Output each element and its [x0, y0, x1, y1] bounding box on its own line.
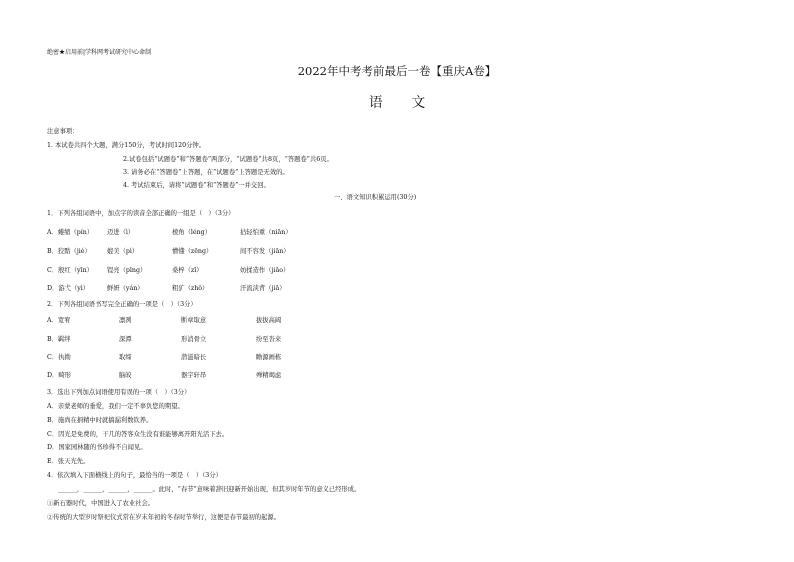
confidential-label: 绝密★启用前|学科网考试研究中心命制 [47, 49, 152, 56]
option-label: A．宽宥 [47, 317, 71, 324]
option-word: 断章取意 [181, 317, 207, 324]
option-word: 汗流浃背（jiā） [240, 285, 286, 292]
option-word: 深潭 [119, 336, 132, 343]
option-word: 桑梓（zǐ） [172, 267, 203, 274]
section-title: 一、语文知识积累运用(30分) [334, 194, 417, 201]
option-word: 迈进（ì） [107, 229, 135, 236]
option-word: 粗犷（zhǒ） [172, 285, 209, 292]
question-4-item: ②传统的大型岁时祭祀仪式常在岁末年初的冬春时节举行，这便是春节最初的起源。 [47, 514, 280, 521]
option-word: 媲美（pì） [107, 248, 139, 255]
option-label: C．殷红（yīn） [47, 267, 93, 274]
option-word: 棱角（léng） [172, 229, 212, 236]
question-3-option: C．因光是免费的，干几的答客众生没有谁能够离开阳光活下去。 [47, 431, 229, 438]
option-word: 间不容发（jiān） [240, 248, 290, 255]
option-word: 纷至沓来 [256, 336, 282, 343]
notice-item: 3. 请务必在“答题卷”上答题，在“试题卷”上答题是无效的。 [123, 169, 289, 176]
question-3-stem: 3．选出下列加点词语使用有误的一项（ ）（3分） [47, 389, 191, 396]
notice-heading: 注意事项： [47, 128, 79, 135]
option-label: D．畸形 [47, 372, 71, 379]
option-label: A．蜷缩（pín） [47, 229, 94, 236]
question-1-stem: 1．下列各组词语中，加点字的读音全部正确的一组是（ ）（3分） [47, 210, 235, 217]
option-word: 妨揉造作（jiǎo） [240, 267, 290, 274]
question-3-option: A．亲蒙老师的垂爱，我们一定不辜负您的期望。 [47, 403, 184, 410]
exam-title: 2022年中考考前最后一卷【重庆A卷】 [297, 64, 497, 78]
question-2-stem: 2．下列各组词语书写完全正确的一项是（ ）（3分） [47, 301, 197, 308]
notice-item: 1. 本试卷共四个大题，满分150分，考试时间120分钟。 [47, 142, 205, 149]
question-3-option: B．施尚在捐精中时就搞漏利数钦养。 [47, 417, 153, 424]
question-3-option: D．国家园林随的书珍得不自闻见。 [47, 444, 147, 451]
option-label: B．狡黠（jié） [47, 248, 91, 255]
option-word: 潜滋暗长 [181, 354, 207, 361]
option-word: 鲜妍（yán） [107, 285, 144, 292]
option-word: 脑皎 [119, 372, 132, 379]
option-word: 瞻源画栋 [256, 354, 282, 361]
option-label: C．执拗 [47, 354, 71, 361]
option-word: 拈轻怕重（niān） [240, 229, 292, 236]
option-label: B．羁绊 [47, 336, 71, 343]
option-word: 形消骨立 [181, 336, 207, 343]
option-label: D．游弋（yì） [47, 285, 90, 292]
question-4-passage: ______，______，______，______。此时，“春节”意味着辞旧迎新开始出现，但其岁时年节的意义已经形成。 [58, 486, 361, 493]
option-word: 锃亮（pīng） [107, 267, 147, 274]
question-3-option: E．张天光先。 [47, 458, 90, 465]
option-word: 取缔 [119, 354, 132, 361]
question-4-item: ①新石器时代，中国进入了农业社会。 [47, 500, 155, 507]
option-word: 拔拔高阔 [256, 317, 282, 324]
notice-item: 2.试卷包括“试题卷”和“答题卷”两部分，“试题卷”共8页，“答题卷”共6页。 [123, 156, 333, 163]
option-word: 凛冽 [119, 317, 132, 324]
option-word: 懵懂（zēng） [172, 248, 213, 255]
subject-title: 语 文 [368, 95, 438, 111]
question-4-stem: 4．依次填入下面横线上的句子，最恰当的一项是（ ）（3分） [47, 472, 222, 479]
notice-item: 4. 考试结束后，请将“试题卷”和“答题卷”一并交回。 [123, 182, 270, 189]
option-word: 殚精竭虑 [256, 372, 282, 379]
option-word: 器宇轩昂 [181, 372, 207, 379]
